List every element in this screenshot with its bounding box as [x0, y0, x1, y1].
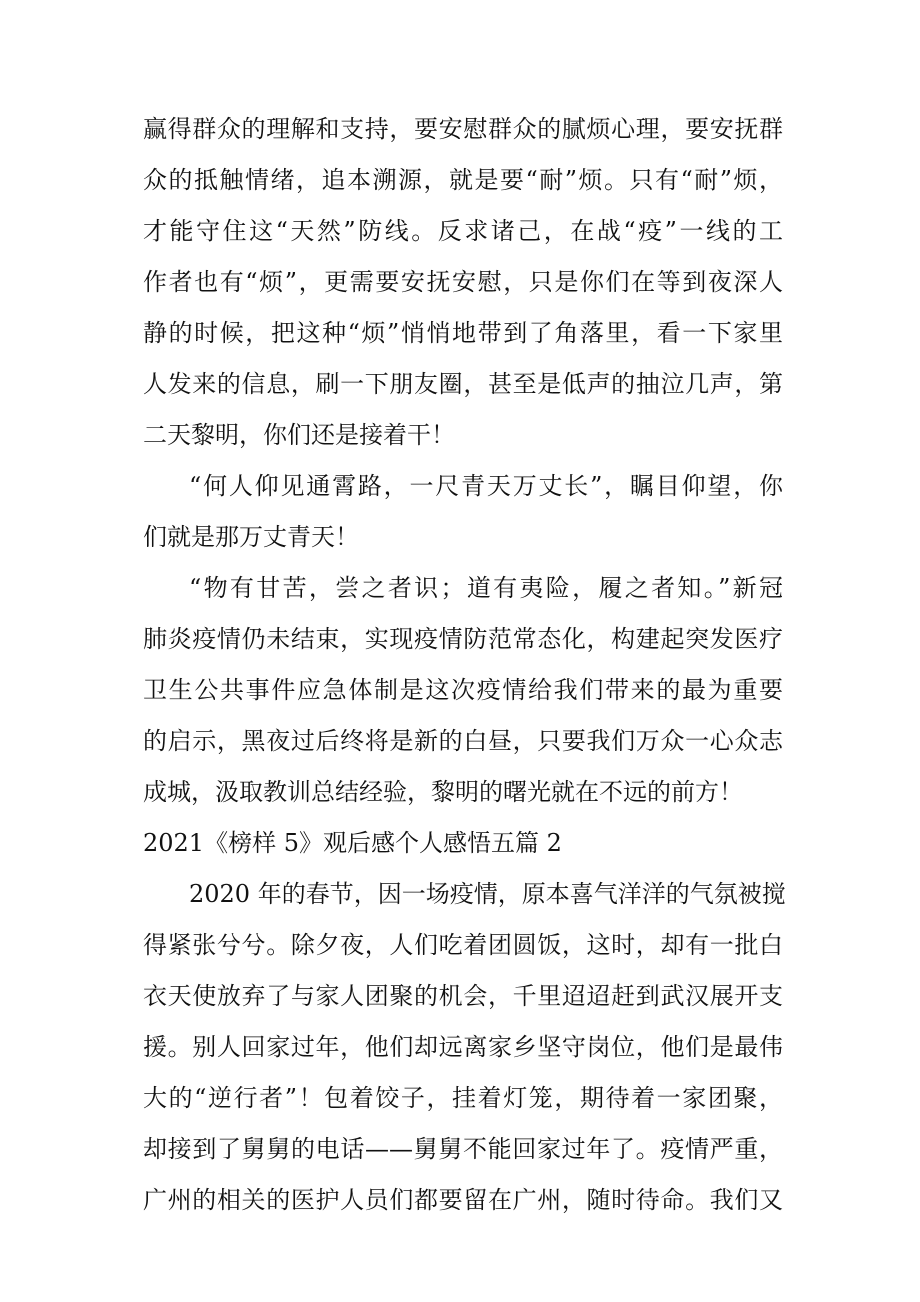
- section-heading: 2021《榜样 5》观后感个人感悟五篇 2: [143, 829, 562, 857]
- text-line: 援。别人回家过年，他们却远离家乡坚守岗位，他们是最伟: [143, 1033, 783, 1061]
- text-line: 大的“逆行者”！包着饺子，挂着灯笼，期待着一家团聚，: [143, 1084, 783, 1112]
- text-line: 二天黎明，你们还是接着干！: [143, 421, 455, 449]
- text-line: 得紧张兮兮。除夕夜，人们吃着团圆饭，这时，却有一批白: [143, 931, 783, 959]
- text-line: 作者也有“烦”，更需要安抚安慰，只是你们在等到夜深人: [143, 268, 783, 296]
- paragraph-3: [143, 563, 783, 818]
- text-line: 成城，汲取教训总结经验，黎明的曙光就在不远的前方！: [143, 778, 743, 806]
- text-line: “何人仰见通霄路，一尺青天万丈长”，瞩目仰望，你: [189, 472, 783, 500]
- text-line: 静的时候，把这种“烦”悄悄地带到了角落里，看一下家里: [143, 319, 783, 347]
- text-line: 2020 年的春节，因一场疫情，原本喜气洋洋的气氛被搅: [189, 880, 786, 908]
- text-line: 卫生公共事件应急体制是这次疫情给我们带来的最为重要: [143, 676, 783, 704]
- text-line: 们就是那万丈青天！: [143, 523, 359, 551]
- paragraph-4: [143, 869, 786, 1226]
- text-line: 却接到了舅舅的电话——舅舅不能回家过年了。疫情严重，: [143, 1135, 783, 1163]
- text-line: 才能守住这“天然”防线。反求诸己，在战“疫”一线的工: [143, 217, 783, 245]
- text-line: 众的抵触情绪，追本溯源，就是要“耐”烦。只有“耐”烦，: [143, 166, 783, 194]
- paragraph-1: [143, 104, 783, 461]
- text-line: 衣天使放弃了与家人团聚的机会，千里迢迢赶到武汉展开支: [143, 982, 783, 1010]
- text-line: 人发来的信息，刷一下朋友圈，甚至是低声的抽泣几声，第: [143, 370, 783, 398]
- text-line: 广州的相关的医护人员们都要留在广州，随时待命。我们又: [143, 1186, 783, 1214]
- paragraph-2: [143, 461, 783, 563]
- text-line: 赢得群众的理解和支持，要安慰群众的腻烦心理，要安抚群: [143, 115, 783, 143]
- text-line: “物有甘苦，尝之者识；道有夷险，履之者知。”新冠: [189, 574, 783, 602]
- text-line: 的启示，黑夜过后终将是新的白昼，只要我们万众一心众志: [143, 727, 783, 755]
- document-page: [143, 104, 786, 1226]
- text-line: 肺炎疫情仍未结束，实现疫情防范常态化，构建起突发医疗: [143, 625, 783, 653]
